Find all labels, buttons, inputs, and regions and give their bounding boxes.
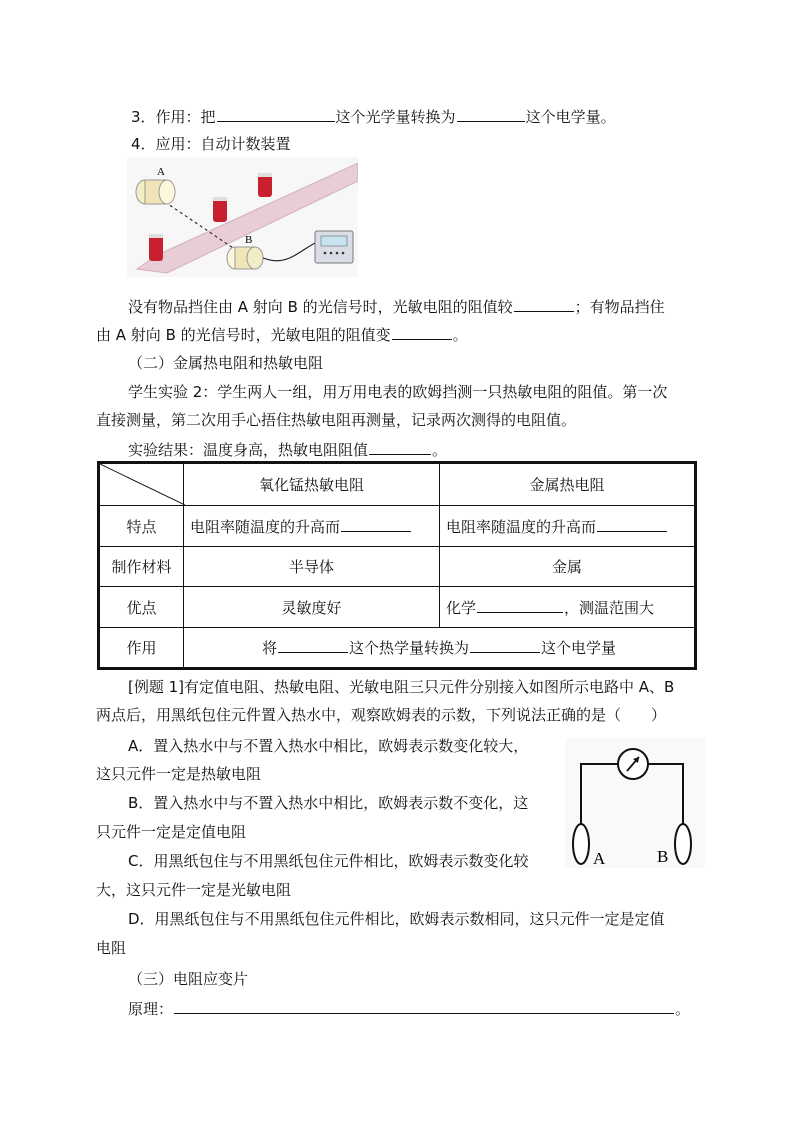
terminal-a-icon bbox=[573, 824, 589, 864]
label-b: B bbox=[245, 234, 253, 246]
table-row bbox=[99, 628, 696, 669]
fill-blank[interactable] bbox=[457, 106, 525, 122]
label-a: A bbox=[593, 849, 606, 868]
fill-blank[interactable] bbox=[341, 516, 411, 532]
terminal-b-icon bbox=[675, 824, 691, 864]
experiment-text-1: 学生实验 2：学生两人一组，用万用电表的欧姆挡测一只热敏电阻的阻值。第一次 bbox=[128, 383, 668, 401]
label-b: B bbox=[657, 847, 669, 866]
fill-blank[interactable] bbox=[477, 597, 563, 613]
fill-blank[interactable] bbox=[217, 106, 335, 122]
circuit-figure bbox=[565, 738, 705, 868]
table-cell: 化学 ，测温范围大 bbox=[440, 587, 696, 628]
counting-device-figure bbox=[127, 157, 358, 277]
can-icon bbox=[149, 234, 163, 261]
row-label: 优点 bbox=[99, 587, 184, 628]
table-cell: 电阻率随温度的升高而 bbox=[440, 506, 696, 547]
comparison-table bbox=[97, 461, 697, 670]
fill-blank[interactable] bbox=[514, 296, 574, 312]
table-row bbox=[99, 547, 696, 587]
table-cell: 金属 bbox=[440, 547, 696, 587]
table-header-row bbox=[99, 463, 696, 506]
option-b-2: 只元件一定是定值电阻 bbox=[96, 823, 247, 841]
option-a-2: 这只元件一定是热敏电阻 bbox=[96, 765, 262, 783]
line-application: 4．应用：自动计数装置 bbox=[131, 135, 291, 153]
row-label: 作用 bbox=[99, 628, 184, 669]
counter-display-icon bbox=[315, 231, 353, 263]
section-heading-3: （三）电阻应变片 bbox=[128, 970, 249, 988]
line-light-blocked-2: 由 A 射向 B 的光信号时，光敏电阻的阻值变 。 bbox=[96, 326, 468, 344]
ohmmeter-icon bbox=[618, 749, 648, 779]
option-b-1: B．置入热水中与不置入热水中相比，欧姆表示数不变化，这 bbox=[128, 794, 529, 812]
fill-blank[interactable] bbox=[278, 637, 348, 653]
can-icon bbox=[258, 173, 272, 197]
option-d-1: D．用黑纸包住与不用黑纸包住元件相比，欧姆表示数相同，这只元件一定是定值 bbox=[128, 910, 665, 928]
experiment-text-2: 直接测量，第二次用手心捂住热敏电阻再测量，记录两次测得的电阻值。 bbox=[96, 411, 577, 429]
experiment-result: 实验结果：温度身高，热敏电阻阻值 。 bbox=[128, 441, 448, 459]
row-label: 特点 bbox=[99, 506, 184, 547]
diagonal-header-cell bbox=[99, 463, 184, 506]
table-cell-merged: 将 这个热学量转换为 这个电学量 bbox=[184, 628, 696, 669]
col-header: 金属热电阻 bbox=[440, 463, 696, 506]
example-question-1: [例题 1]有定值电阻、热敏电阻、光敏电阻三只元件分别接入如图所示电路中 A、B bbox=[128, 678, 675, 696]
section-heading-2: （二）金属热电阻和热敏电阻 bbox=[128, 354, 324, 372]
fill-blank[interactable] bbox=[392, 324, 452, 340]
can-icon bbox=[213, 197, 227, 222]
table-row bbox=[99, 506, 696, 547]
table-cell: 半导体 bbox=[184, 547, 440, 587]
line-function: 3．作用：把 这个光学量转换为 这个电学量。 bbox=[131, 108, 616, 126]
option-c-2: 大，这只元件一定是光敏电阻 bbox=[96, 881, 292, 899]
fill-blank[interactable] bbox=[470, 637, 540, 653]
example-question-2: 两点后，用黑纸包住元件置入热水中，观察欧姆表的示数，下列说法正确的是（ ） bbox=[96, 706, 667, 724]
table-cell: 电阻率随温度的升高而 bbox=[184, 506, 440, 547]
table-cell: 灵敏度好 bbox=[184, 587, 440, 628]
diagonal-line bbox=[100, 464, 185, 505]
fill-blank[interactable] bbox=[597, 516, 667, 532]
option-a-1: A．置入热水中与不置入热水中相比，欧姆表示数变化较大， bbox=[128, 737, 529, 755]
row-label: 制作材料 bbox=[99, 547, 184, 587]
table-row bbox=[99, 587, 696, 628]
col-header: 氧化锰热敏电阻 bbox=[184, 463, 440, 506]
fill-blank[interactable] bbox=[174, 998, 674, 1014]
option-d-2: 电阻 bbox=[96, 939, 127, 957]
principle-line: 原理： 。 bbox=[128, 1000, 691, 1018]
option-c-1: C．用黑纸包住与不用黑纸包住元件相比，欧姆表示数变化较 bbox=[128, 852, 529, 870]
emitter-a-icon bbox=[136, 180, 175, 204]
receiver-b-icon bbox=[227, 247, 263, 269]
fill-blank[interactable] bbox=[369, 439, 431, 455]
label-a: A bbox=[157, 166, 165, 178]
line-light-blocked-1: 没有物品挡住由 A 射向 B 的光信号时，光敏电阻的阻值较 ；有物品挡住 bbox=[128, 298, 665, 316]
